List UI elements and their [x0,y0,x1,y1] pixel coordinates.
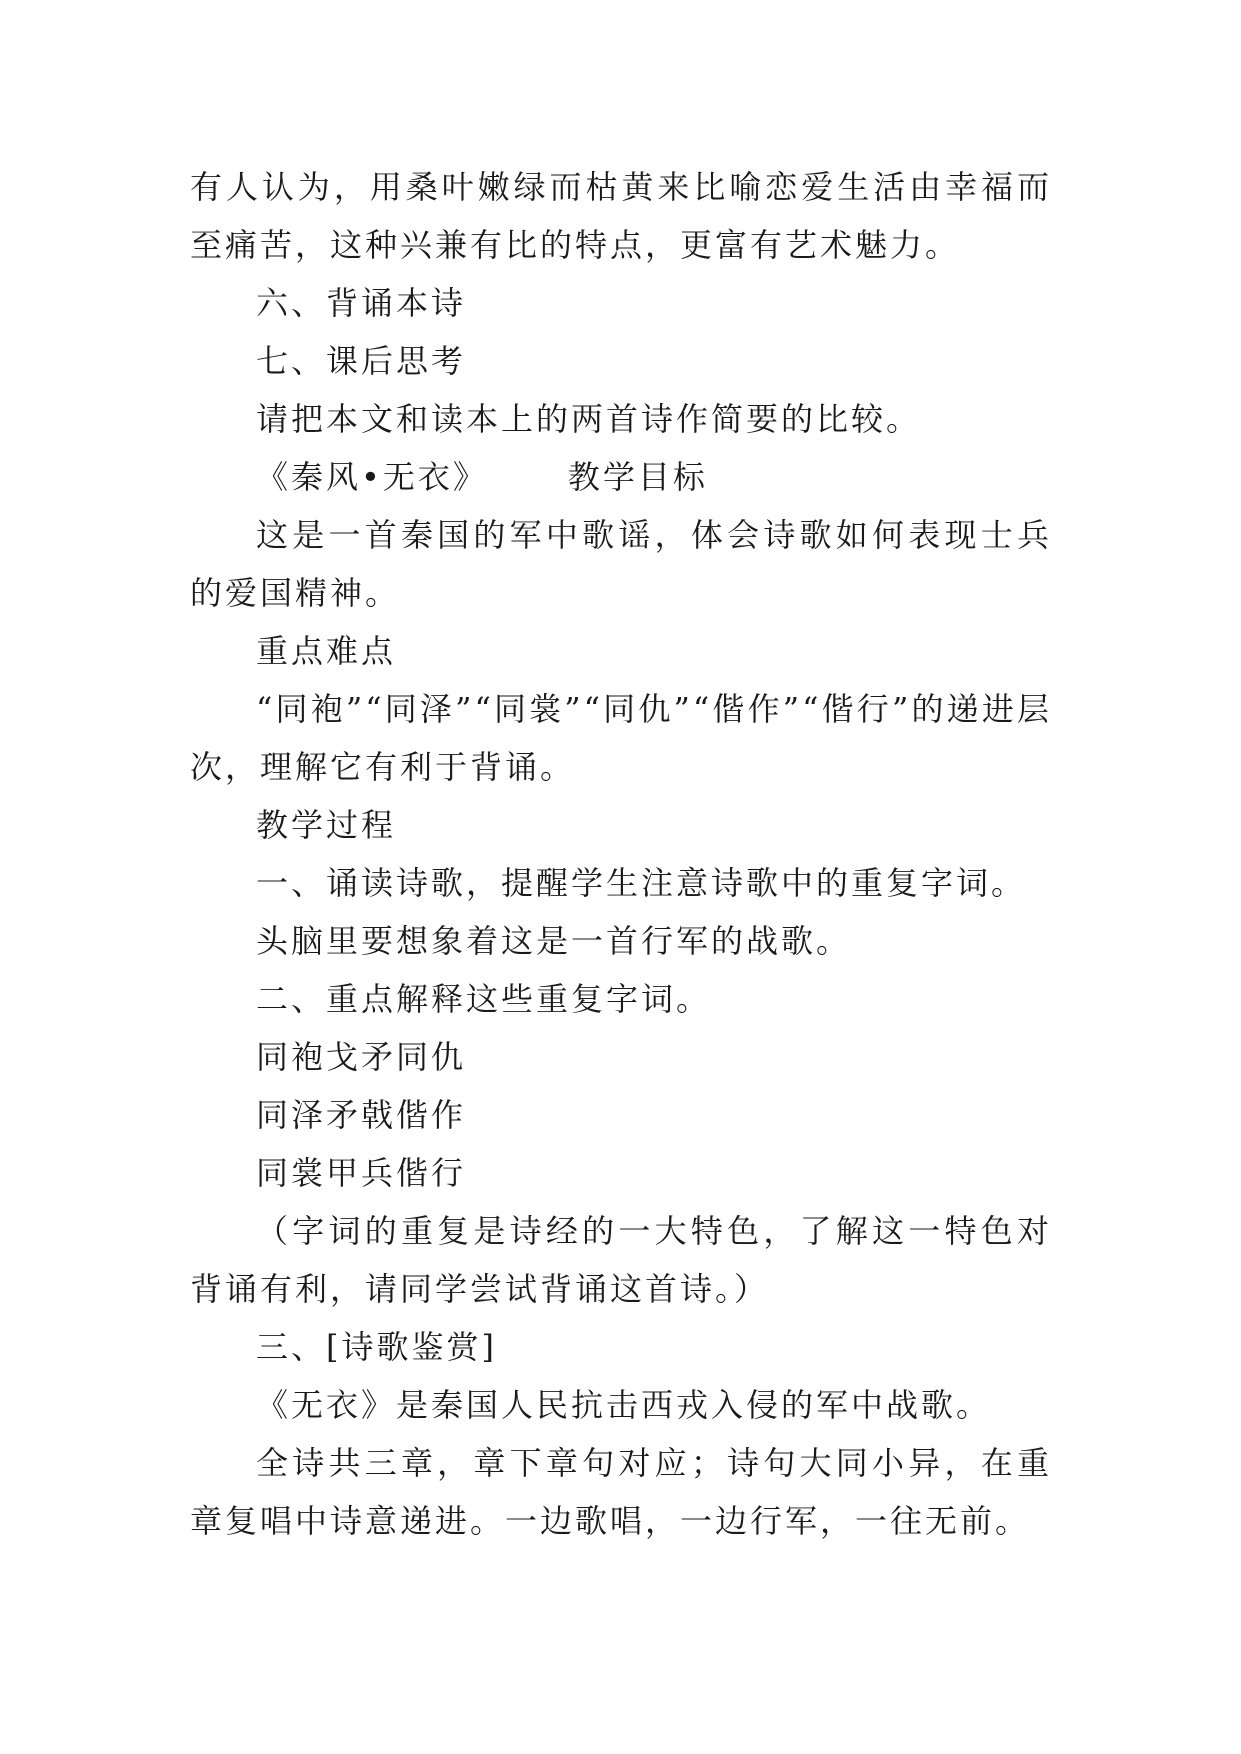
heading-key-points: 重点难点 [256,632,397,670]
step-three: 三、[诗歌鉴赏] [256,1328,497,1366]
heading-teaching-goals: 教学目标 [567,458,708,496]
repeated-words-line-3: 同裳甲兵偕行 [256,1154,467,1192]
poem-title: 《秦风•无衣》 [256,458,488,496]
paragraph-goal: 这是一首秦国的军中歌谣，体会诗歌如何表现士兵的爱国精神。 [190,516,1052,612]
paragraph-metaphor-comment: 有人认为，用桑叶嫩绿而枯黄来比喻恋爱生活由幸福而至痛苦，这种兴兼有比的特点，更富有艺术魅力。 [190,168,1052,264]
step-two: 二、重点解释这些重复字词。 [256,980,712,1018]
paragraph-repetition-note: （字词的重复是诗经的一大特色，了解这一特色对背诵有利，请同学尝试背诵这首诗。） [190,1212,1052,1308]
heading-after-class: 七、课后思考 [256,342,467,380]
repeated-words-line-1: 同袍戈矛同仇 [256,1038,467,1076]
paragraph-key-points: “同袍”“同泽”“同裳”“同仇”“偕作”“偕行”的递进层次，理解它有利于背诵。 [190,690,1052,786]
repeated-words-line-2: 同泽矛戟偕作 [256,1096,467,1134]
paragraph-compare-task: 请把本文和读本上的两首诗作简要的比较。 [256,400,922,438]
title-line [190,448,1052,506]
paragraph-structure: 全诗共三章，章下章句对应；诗句大同小异，在重章复唱中诗意递进。一边歌唱，一边行军，一往无前。 [190,1444,1052,1540]
document-body [190,158,1052,1550]
step-one: 一、诵读诗歌，提醒学生注意诗歌中的重复字词。 [256,864,1027,902]
heading-teaching-process: 教学过程 [256,806,397,844]
paragraph-poem-intro: 《无衣》是秦国人民抗击西戎入侵的军中战歌。 [256,1386,992,1424]
step-one-note: 头脑里要想象着这是一首行军的战歌。 [256,922,852,960]
heading-recite: 六、背诵本诗 [256,284,467,322]
